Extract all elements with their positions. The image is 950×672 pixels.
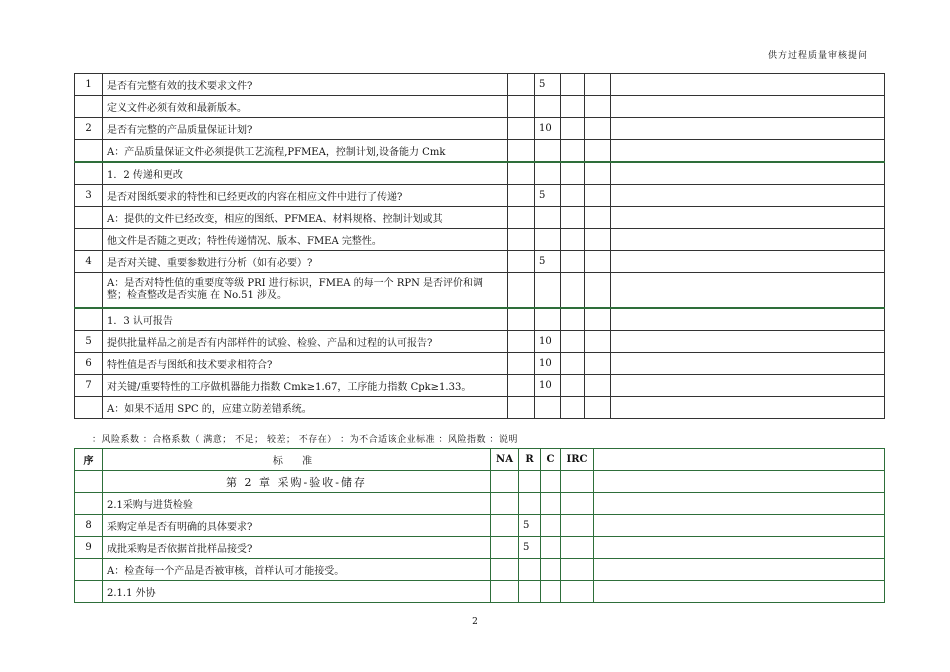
cell-notes [611, 229, 885, 251]
cell-blank [585, 331, 611, 353]
cell-notes [594, 559, 885, 581]
table-row [75, 331, 885, 353]
col-header-standard: 标 准 [103, 449, 491, 471]
table-row [75, 229, 885, 251]
row-number [75, 207, 103, 229]
row-text: 特性值是否与图纸和技术要求相符合? [103, 353, 508, 375]
cell-blank [561, 397, 585, 419]
cell-blank [561, 96, 585, 118]
cell-blank [585, 375, 611, 397]
cell-blank [508, 353, 535, 375]
cell-na [491, 537, 519, 559]
table-row [75, 118, 885, 140]
cell-notes [611, 353, 885, 375]
cell-notes [611, 251, 885, 273]
cell-blank [508, 251, 535, 273]
row-score: 5 [535, 74, 561, 96]
section-title: 1．2 传递和更改 [103, 162, 508, 185]
row-number [75, 493, 103, 515]
row-score: 10 [535, 118, 561, 140]
row-number: 5 [75, 331, 103, 353]
row-score [535, 397, 561, 419]
row-number: 7 [75, 375, 103, 397]
row-number: 6 [75, 353, 103, 375]
table-row [75, 515, 885, 537]
cell-notes [594, 515, 885, 537]
table-row [75, 559, 885, 581]
row-text: 他文件是否随之更改；特性传递情况、版本、FMEA 完整性。 [103, 229, 508, 251]
cell-blank [561, 273, 585, 309]
cell-notes [611, 308, 885, 331]
row-score [535, 308, 561, 331]
col-header-r: R [519, 449, 541, 471]
cell-blank [561, 251, 585, 273]
chapter-title: 第 2 章 采购-验收-储存 [103, 471, 491, 493]
cell-blank [508, 397, 535, 419]
cell-notes [611, 96, 885, 118]
row-score [519, 559, 541, 581]
table-row [75, 96, 885, 118]
row-number [75, 308, 103, 331]
cell-notes [611, 397, 885, 419]
cell-c [541, 559, 561, 581]
row-text: 采购定单是否有明确的具体要求? [103, 515, 491, 537]
row-number [75, 581, 103, 603]
row-score [535, 207, 561, 229]
audit-table-2 [74, 448, 885, 603]
cell-blank [585, 308, 611, 331]
cell-blank [585, 96, 611, 118]
row-number [75, 273, 103, 309]
table-row [75, 353, 885, 375]
row-number: 1 [75, 74, 103, 96]
cell-blank [585, 118, 611, 140]
cell-blank [561, 207, 585, 229]
row-score: 5 [519, 537, 541, 559]
cell-blank [561, 375, 585, 397]
cell-na [491, 559, 519, 581]
cell-blank [561, 74, 585, 96]
row-number [75, 397, 103, 419]
cell-blank [508, 229, 535, 251]
cell-na [491, 581, 519, 603]
col-header-irc: IRC [561, 449, 594, 471]
cell-c [541, 537, 561, 559]
cell-blank [508, 74, 535, 96]
cell-blank [585, 185, 611, 207]
cell-notes [611, 118, 885, 140]
cell-c [541, 515, 561, 537]
cell-notes [611, 74, 885, 96]
cell-blank [508, 185, 535, 207]
col-header-no: 序 [75, 449, 103, 471]
row-score [535, 140, 561, 163]
row-score [535, 162, 561, 185]
row-score: 5 [535, 251, 561, 273]
cell-blank [508, 331, 535, 353]
audit-table-1 [74, 73, 885, 419]
row-text: A：如果不适用 SPC 的，应建立防差错系统。 [103, 397, 508, 419]
cell-c [541, 493, 561, 515]
row-score [535, 96, 561, 118]
cell-na [491, 493, 519, 515]
cell-blank [585, 353, 611, 375]
cell-irc [561, 493, 594, 515]
cell-irc [561, 515, 594, 537]
cell-blank [561, 162, 585, 185]
row-text: A：检查每一个产品是否被审核，首样认可才能接受。 [103, 559, 491, 581]
cell-notes [611, 140, 885, 163]
table-row [75, 140, 885, 163]
row-score: 5 [519, 515, 541, 537]
col-header-notes [594, 449, 885, 471]
cell-notes [611, 162, 885, 185]
cell-blank [508, 273, 535, 309]
row-number [75, 229, 103, 251]
cell-blank [508, 96, 535, 118]
cell-blank [508, 207, 535, 229]
cell-blank [508, 162, 535, 185]
cell-blank [585, 207, 611, 229]
cell-blank [561, 331, 585, 353]
cell-blank [585, 140, 611, 163]
row-score [519, 581, 541, 603]
page-number: 2 [472, 617, 478, 627]
legend-line: ：风险系数 ：合格系数（ 满意； 不足； 较差； 不存在） ：为不合适该企业标准 ：风险指数 ：说明 [92, 435, 518, 445]
row-number [75, 96, 103, 118]
cell-blank [508, 118, 535, 140]
cell-blank [508, 140, 535, 163]
row-number: 2 [75, 118, 103, 140]
cell-blank [508, 375, 535, 397]
row-score: 10 [535, 375, 561, 397]
cell-na [491, 515, 519, 537]
table-row [75, 581, 885, 603]
row-text: A：是否对特性值的重要度等级 PRI 进行标识，FMEA 的每一个 RPN 是否评价和调整；检查整改是否实施 在 No.51 涉及。 [103, 273, 508, 309]
table-row [75, 273, 885, 309]
table-row [75, 308, 885, 331]
cell-blank [561, 308, 585, 331]
table-row [75, 493, 885, 515]
cell-notes [594, 493, 885, 515]
cell-irc [561, 559, 594, 581]
cell-notes [611, 185, 885, 207]
page-header: 供方过程质量审核提问 [767, 51, 868, 61]
row-text: 是否对图纸要求的特性和已经更改的内容在相应文件中进行了传递? [103, 185, 508, 207]
row-text: 2.1.1 外协 [103, 581, 491, 603]
cell-blank [585, 397, 611, 419]
row-number [75, 559, 103, 581]
cell-blank [585, 229, 611, 251]
cell-c [541, 581, 561, 603]
row-text: 定义文件必须有效和最新版本。 [103, 96, 508, 118]
row-number: 9 [75, 537, 103, 559]
col-header-na: NA [491, 449, 519, 471]
row-score: 10 [535, 331, 561, 353]
row-text: 是否有完整的产品质量保证计划? [103, 118, 508, 140]
cell-notes [611, 375, 885, 397]
row-number [75, 140, 103, 163]
cell-irc [561, 581, 594, 603]
row-score [535, 273, 561, 309]
cell-notes [611, 331, 885, 353]
cell-irc [561, 537, 594, 559]
table-row [75, 162, 885, 185]
section-title: 1．3 认可报告 [103, 308, 508, 331]
cell-blank [585, 162, 611, 185]
table-row [75, 537, 885, 559]
cell-notes [611, 273, 885, 309]
cell-blank [561, 140, 585, 163]
row-text: 是否有完整有效的技术要求文件? [103, 74, 508, 96]
cell-notes [594, 537, 885, 559]
cell-blank [561, 118, 585, 140]
cell-blank [561, 229, 585, 251]
cell-notes [594, 581, 885, 603]
row-text: A：提供的文件已经改变，相应的图纸、PFMEA、材料规格、控制计划或其 [103, 207, 508, 229]
row-number: 4 [75, 251, 103, 273]
cell-blank [585, 273, 611, 309]
row-text: 成批采购是否依据首批样品接受? [103, 537, 491, 559]
row-text: 对关键/重要特性的工序做机器能力指数 Cmk≥1.67，工序能力指数 Cpk≥1.33。 [103, 375, 508, 397]
row-text: A：产品质量保证文件必须提供工艺流程,PFMEA，控制计划,设备能力 Cmk [103, 140, 508, 163]
cell-blank [585, 251, 611, 273]
row-number: 3 [75, 185, 103, 207]
row-score: 5 [535, 185, 561, 207]
table-row [75, 251, 885, 273]
row-text: 提供批量样品之前是否有内部样件的试验、检验、产品和过程的认可报告? [103, 331, 508, 353]
row-number [75, 162, 103, 185]
table-row [75, 207, 885, 229]
table-row [75, 397, 885, 419]
cell-blank [561, 185, 585, 207]
row-text: 2.1采购与进货检验 [103, 493, 491, 515]
row-number: 8 [75, 515, 103, 537]
cell-blank [585, 74, 611, 96]
cell-notes [611, 207, 885, 229]
row-score: 10 [535, 353, 561, 375]
cell-blank [508, 308, 535, 331]
col-header-c: C [541, 449, 561, 471]
row-score [535, 229, 561, 251]
row-score [519, 493, 541, 515]
table-row [75, 185, 885, 207]
cell-blank [561, 353, 585, 375]
table-row [75, 74, 885, 96]
row-text: 是否对关键、重要参数进行分析（如有必要）? [103, 251, 508, 273]
table-row [75, 375, 885, 397]
